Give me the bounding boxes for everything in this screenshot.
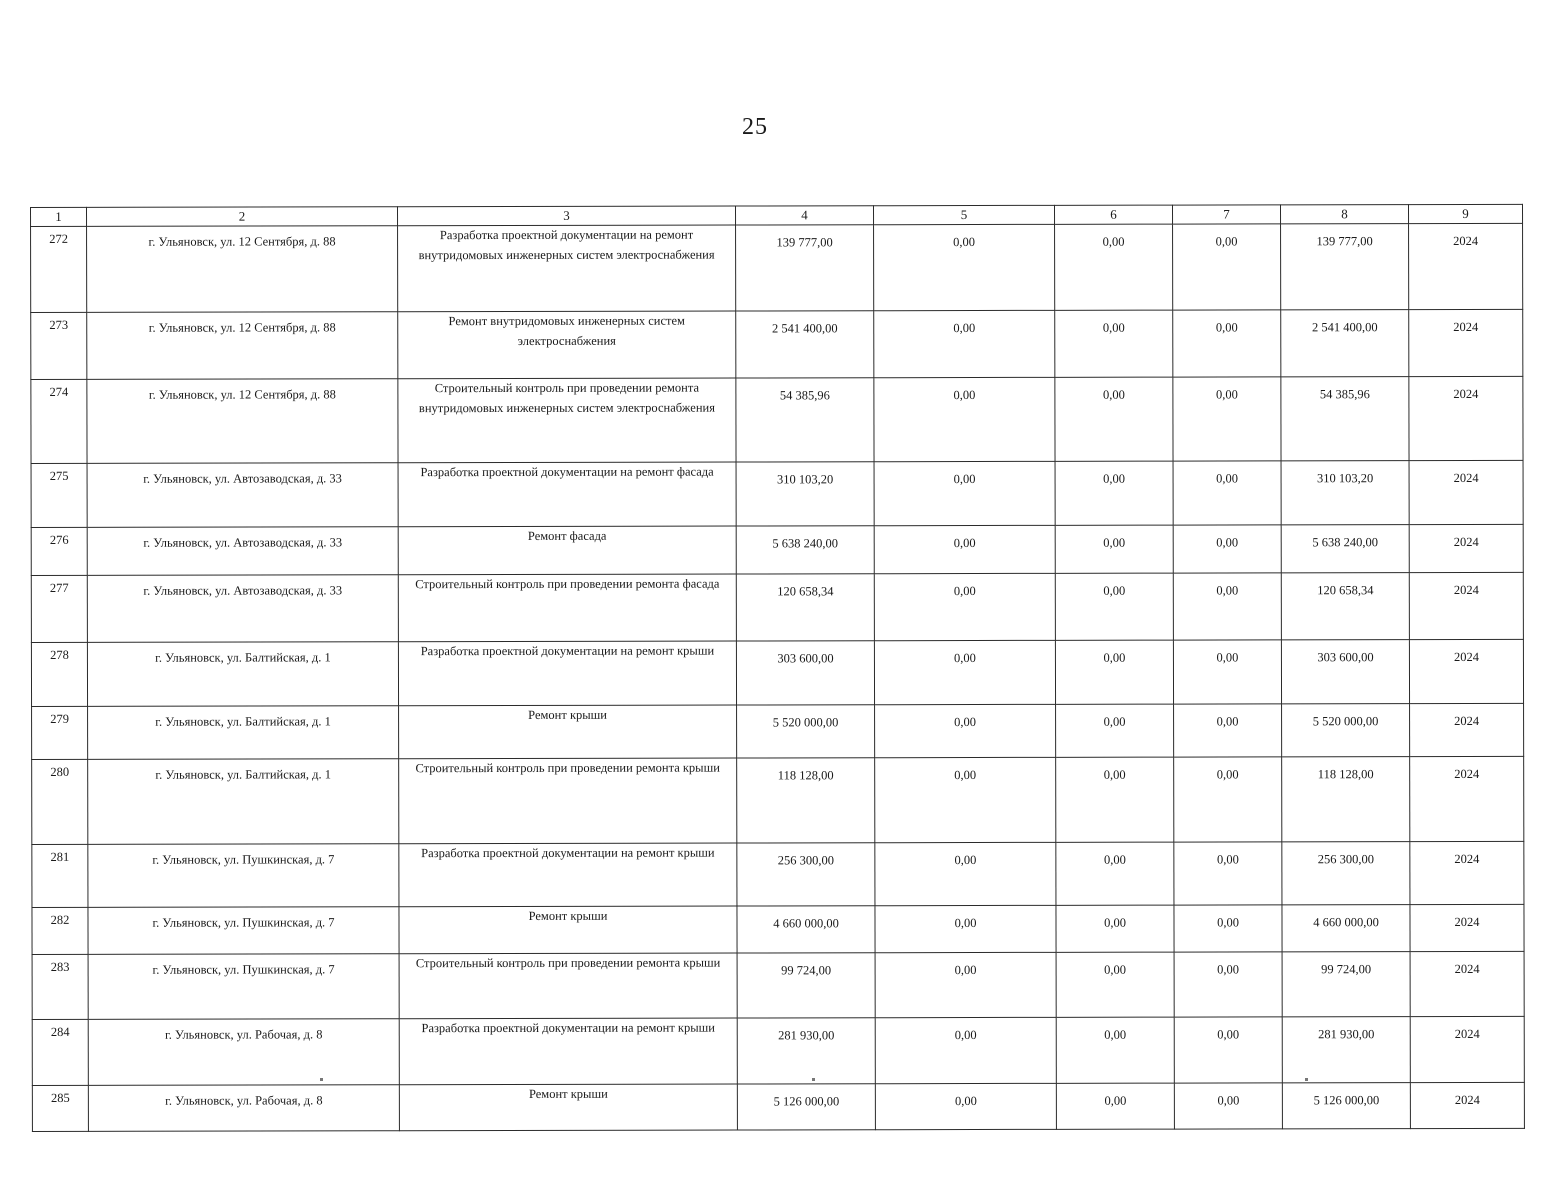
amount-fund-cell: 4 660 000,00 <box>1282 905 1410 952</box>
amount-cell: 0,00 <box>874 525 1055 573</box>
column-number-cell: 2 <box>87 207 398 227</box>
amount-cell: 0,00 <box>1174 905 1282 952</box>
column-number-cell: 5 <box>873 205 1054 224</box>
amount-cell: 0,00 <box>1055 224 1173 310</box>
work-description-cell: Ремонт фасада <box>398 526 736 575</box>
column-number-cell: 6 <box>1054 205 1172 224</box>
table-row <box>31 309 1523 379</box>
work-description-cell: Ремонт крыши <box>399 705 737 759</box>
address-cell: г. Ульяновск, ул. 12 Сентября, д. 88 <box>87 312 398 380</box>
amount-fund-cell: 139 777,00 <box>1281 224 1409 310</box>
table-row <box>32 1082 1524 1131</box>
amount-cell: 0,00 <box>875 1017 1056 1083</box>
work-description-cell: Разработка проектной документации на ремонт крыши <box>398 641 736 706</box>
amount-fund-cell: 5 638 240,00 <box>1281 525 1409 573</box>
amount-cell: 0,00 <box>1056 704 1174 757</box>
column-number-cell: 9 <box>1408 204 1522 223</box>
work-description-cell: Строительный контроль при проведении ремонта крыши <box>399 953 737 1019</box>
amount-fund-cell: 256 300,00 <box>1282 842 1410 905</box>
amount-fund-cell: 99 724,00 <box>1282 952 1410 1017</box>
amount-total-cell: 4 660 000,00 <box>737 906 875 953</box>
amount-cell: 0,00 <box>1173 461 1281 525</box>
amount-total-cell: 2 541 400,00 <box>736 311 874 378</box>
amount-cell: 0,00 <box>875 952 1056 1017</box>
work-description-cell: Разработка проектной документации на ремонт крыши <box>399 843 737 907</box>
amount-fund-cell: 5 520 000,00 <box>1282 704 1410 757</box>
amount-cell: 0,00 <box>1173 640 1281 704</box>
year-cell: 2024 <box>1410 703 1524 756</box>
work-description-cell: Ремонт крыши <box>399 906 737 954</box>
amount-cell: 0,00 <box>1173 310 1281 377</box>
amount-cell: 0,00 <box>1174 1083 1282 1129</box>
table-row <box>32 904 1524 954</box>
row-number-cell: 285 <box>32 1085 88 1131</box>
amount-cell: 0,00 <box>1056 1017 1174 1083</box>
address-cell: г. Ульяновск, ул. Пушкинская, д. 7 <box>88 907 399 955</box>
year-cell: 2024 <box>1410 904 1524 951</box>
amount-cell: 0,00 <box>1055 525 1173 573</box>
amount-cell: 0,00 <box>1056 757 1174 842</box>
year-cell: 2024 <box>1409 460 1523 524</box>
amount-total-cell: 5 638 240,00 <box>736 526 874 574</box>
table-row <box>32 703 1524 759</box>
work-description-cell: Ремонт внутридомовых инженерных систем электроснабжения <box>398 311 736 379</box>
column-number-cell: 1 <box>31 207 87 226</box>
year-cell: 2024 <box>1410 951 1524 1016</box>
amount-cell: 0,00 <box>1055 377 1173 461</box>
amount-cell: 0,00 <box>1173 377 1281 461</box>
amount-cell: 0,00 <box>1055 461 1173 525</box>
amount-cell: 0,00 <box>1055 573 1173 640</box>
amount-total-cell: 118 128,00 <box>737 758 875 843</box>
amount-fund-cell: 281 930,00 <box>1282 1017 1410 1083</box>
year-cell: 2024 <box>1409 572 1523 639</box>
work-description-cell: Разработка проектной документации на ремонт фасада <box>398 462 736 527</box>
amount-cell: 0,00 <box>875 1083 1056 1129</box>
year-cell: 2024 <box>1410 1082 1524 1128</box>
amount-cell: 0,00 <box>875 905 1056 952</box>
amount-cell: 0,00 <box>1173 525 1281 573</box>
year-cell: 2024 <box>1409 309 1523 376</box>
amount-total-cell: 54 385,96 <box>736 378 874 462</box>
amount-cell: 0,00 <box>1174 1017 1282 1083</box>
address-cell: г. Ульяновск, ул. Пушкинская, д. 7 <box>88 954 399 1020</box>
year-cell: 2024 <box>1409 223 1523 309</box>
year-cell: 2024 <box>1409 376 1523 460</box>
work-description-cell: Ремонт крыши <box>399 1084 737 1131</box>
table-row <box>31 460 1523 527</box>
amount-cell: 0,00 <box>874 640 1055 704</box>
table-row <box>31 572 1523 642</box>
amount-cell: 0,00 <box>1056 905 1174 952</box>
row-number-cell: 275 <box>31 463 87 527</box>
amount-cell: 0,00 <box>1173 573 1281 640</box>
amount-cell: 0,00 <box>875 704 1056 757</box>
row-number-cell: 278 <box>31 642 87 706</box>
amount-cell: 0,00 <box>875 842 1056 905</box>
address-cell: г. Ульяновск, ул. Автозаводская, д. 33 <box>87 575 398 643</box>
amount-fund-cell: 2 541 400,00 <box>1281 310 1409 377</box>
row-number-cell: 279 <box>32 706 88 759</box>
repair-schedule-table <box>30 204 1525 1132</box>
table-row <box>32 756 1524 844</box>
amount-fund-cell: 120 658,34 <box>1281 573 1409 640</box>
amount-cell: 0,00 <box>874 224 1055 310</box>
column-number-cell: 4 <box>735 206 873 225</box>
table-row <box>31 524 1523 575</box>
table-row <box>31 376 1523 463</box>
row-number-cell: 273 <box>31 312 87 379</box>
address-cell: г. Ульяновск, ул. Пушкинская, д. 7 <box>88 844 399 908</box>
column-number-cell: 8 <box>1280 205 1408 224</box>
amount-total-cell: 120 658,34 <box>736 574 874 641</box>
address-cell: г. Ульяновск, ул. Автозаводская, д. 33 <box>87 463 398 528</box>
address-cell: г. Ульяновск, ул. Балтийская, д. 1 <box>88 759 399 845</box>
table-row <box>32 951 1524 1019</box>
address-cell: г. Ульяновск, ул. 12 Сентября, д. 88 <box>87 379 398 464</box>
amount-cell: 0,00 <box>874 377 1055 461</box>
address-cell: г. Ульяновск, ул. Балтийская, д. 1 <box>88 706 399 760</box>
amount-cell: 0,00 <box>1174 952 1282 1017</box>
row-number-cell: 282 <box>32 907 88 954</box>
amount-total-cell: 310 103,20 <box>736 462 874 526</box>
work-description-cell: Разработка проектной документации на ремонт внутридомовых инженерных систем электроснабжения <box>398 225 736 312</box>
address-cell: г. Ульяновск, ул. Автозаводская, д. 33 <box>87 527 398 576</box>
amount-fund-cell: 310 103,20 <box>1281 461 1409 525</box>
table-row <box>31 223 1523 312</box>
page-number: 25 <box>742 114 768 140</box>
amount-cell: 0,00 <box>1056 842 1174 905</box>
address-cell: г. Ульяновск, ул. Рабочая, д. 8 <box>88 1085 399 1132</box>
row-number-cell: 280 <box>32 759 88 844</box>
year-cell: 2024 <box>1410 841 1524 904</box>
amount-cell: 0,00 <box>1056 952 1174 1017</box>
amount-cell: 0,00 <box>1174 757 1282 842</box>
amount-cell: 0,00 <box>1173 224 1281 310</box>
work-description-cell: Строительный контроль при проведении ремонта фасада <box>398 574 736 642</box>
amount-cell: 0,00 <box>874 573 1055 640</box>
amount-cell: 0,00 <box>875 757 1056 842</box>
year-cell: 2024 <box>1409 524 1523 572</box>
row-number-cell: 277 <box>31 575 87 642</box>
amount-total-cell: 5 126 000,00 <box>737 1084 875 1130</box>
amount-cell: 0,00 <box>874 461 1055 525</box>
scan-dot <box>320 1078 323 1081</box>
amount-fund-cell: 118 128,00 <box>1282 757 1410 842</box>
amount-cell: 0,00 <box>874 310 1055 377</box>
row-number-cell: 283 <box>32 954 88 1019</box>
amount-cell: 0,00 <box>1174 704 1282 757</box>
year-cell: 2024 <box>1410 756 1524 841</box>
work-description-cell: Разработка проектной документации на ремонт крыши <box>399 1018 737 1085</box>
table-row <box>31 639 1523 706</box>
amount-cell: 0,00 <box>1055 640 1173 704</box>
column-number-cell: 7 <box>1172 205 1280 224</box>
year-cell: 2024 <box>1410 1016 1524 1082</box>
amount-total-cell: 5 520 000,00 <box>737 705 875 758</box>
work-description-cell: Строительный контроль при проведении ремонта крыши <box>399 758 737 844</box>
row-number-cell: 281 <box>32 844 88 907</box>
amount-fund-cell: 5 126 000,00 <box>1282 1083 1410 1129</box>
row-number-cell: 274 <box>31 379 87 463</box>
column-number-cell: 3 <box>398 206 736 226</box>
row-number-cell: 272 <box>31 226 87 312</box>
amount-cell: 0,00 <box>1056 1083 1174 1129</box>
year-cell: 2024 <box>1409 639 1523 703</box>
amount-cell: 0,00 <box>1174 842 1282 905</box>
amount-total-cell: 139 777,00 <box>736 225 874 311</box>
scan-dot <box>812 1078 815 1081</box>
address-cell: г. Ульяновск, ул. Балтийская, д. 1 <box>87 642 398 707</box>
amount-total-cell: 281 930,00 <box>737 1018 875 1084</box>
row-number-cell: 276 <box>31 527 87 575</box>
amount-total-cell: 99 724,00 <box>737 953 875 1018</box>
amount-total-cell: 256 300,00 <box>737 843 875 906</box>
row-number-cell: 284 <box>32 1019 88 1085</box>
table-row <box>32 1016 1524 1085</box>
amount-total-cell: 303 600,00 <box>736 641 874 705</box>
table-row <box>32 841 1524 907</box>
amount-cell: 0,00 <box>1055 310 1173 377</box>
amount-fund-cell: 303 600,00 <box>1281 640 1409 704</box>
amount-fund-cell: 54 385,96 <box>1281 377 1409 461</box>
address-cell: г. Ульяновск, ул. Рабочая, д. 8 <box>88 1019 399 1086</box>
scan-dot <box>1305 1078 1308 1081</box>
address-cell: г. Ульяновск, ул. 12 Сентября, д. 88 <box>87 226 398 313</box>
work-description-cell: Строительный контроль при проведении ремонта внутридомовых инженерных систем электроснабжения <box>398 378 736 463</box>
